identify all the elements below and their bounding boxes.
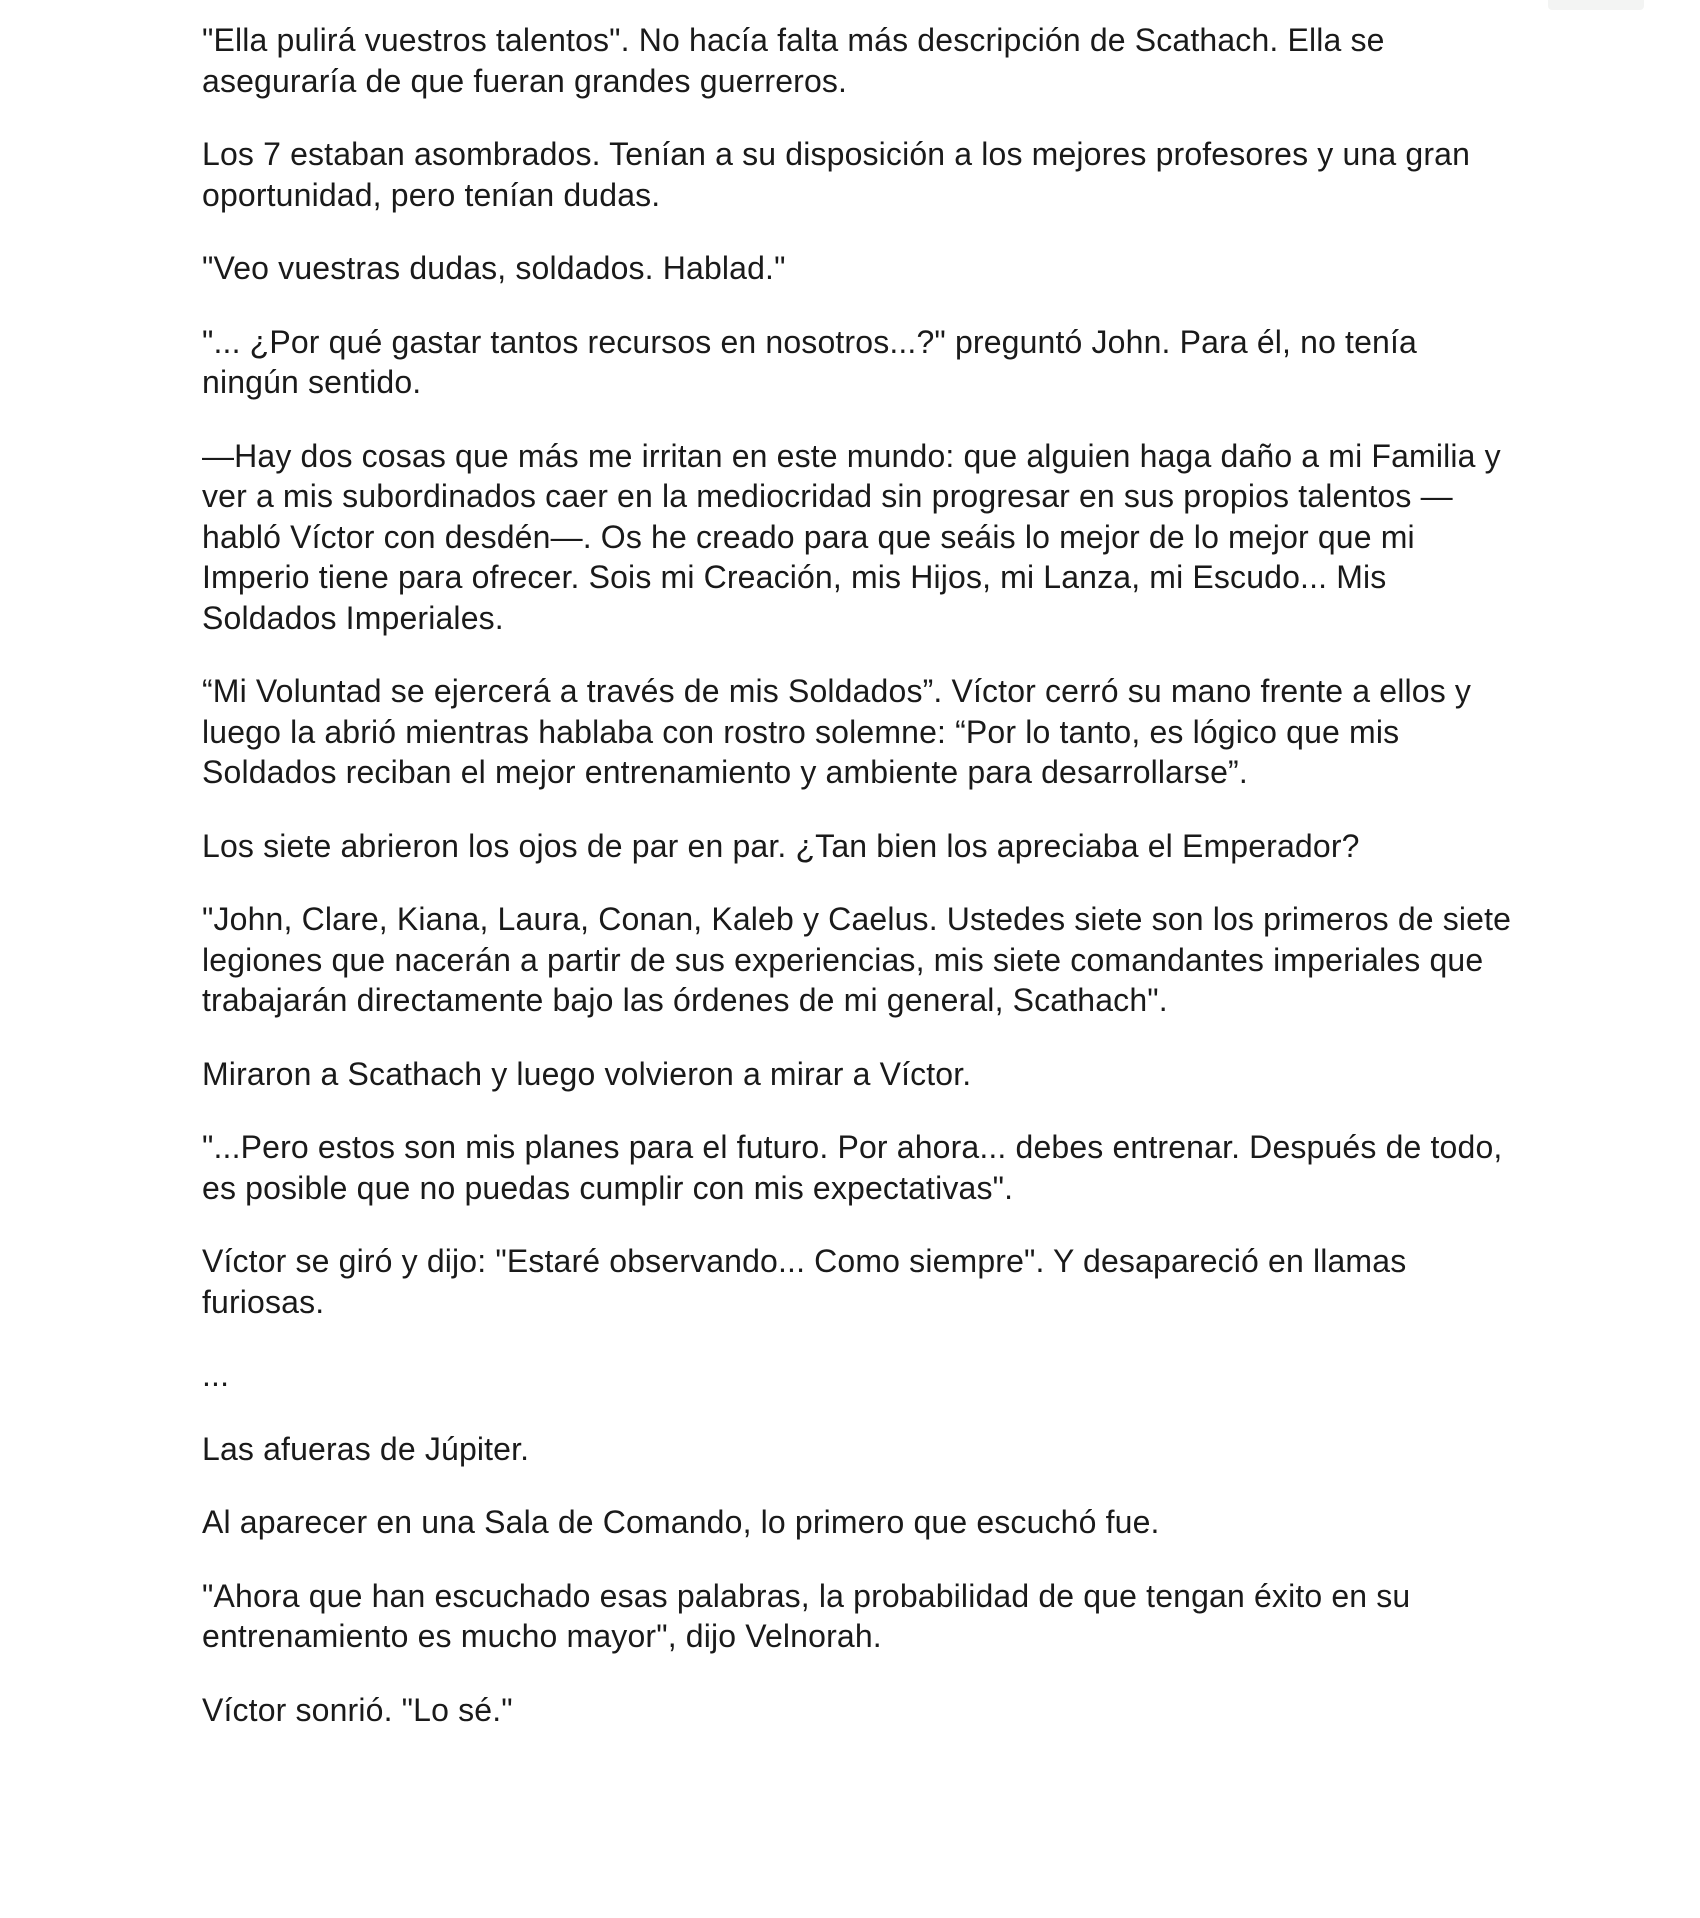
paragraph: Los 7 estaban asombrados. Tenían a su disposición a los mejores profesores y una gran oportunidad, pero tenían dudas.	[202, 136, 1471, 213]
paragraph: "... ¿Por qué gastar tantos recursos en nosotros...?" preguntó John. Para él, no tenía ningún sentido.	[202, 323, 1417, 400]
paragraph: Al aparecer en una Sala de Comando, lo primero que escuchó fue.	[202, 1504, 1160, 1540]
page-corner-mark	[1548, 0, 1644, 10]
paragraph: Víctor se giró y dijo: "Estaré observando... Como siempre". Y desapareció en llamas furiosas.	[202, 1243, 1407, 1320]
paragraph: "...Pero estos son mis planes para el futuro. Por ahora... debes entrenar. Después de todo, es posible que no puedas cumplir con mis expectativas".	[202, 1129, 1503, 1206]
paragraph: "Ella pulirá vuestros talentos". No hacía falta más descripción de Scathach. Ella se aseguraría de que fueran grandes guerreros.	[202, 22, 1385, 99]
paragraph: "Ahora que han escuchado esas palabras, la probabilidad de que tengan éxito en su entrenamiento es mucho mayor", dijo Velnorah.	[202, 1577, 1411, 1654]
paragraph: "John, Clare, Kiana, Laura, Conan, Kaleb y Caelus. Ustedes siete son los primeros de siete legiones que nacerán a partir de sus experiencias, mis siete comandantes imperiales que trabajarán directamente bajo las órdenes de mi general, Scathach".	[202, 901, 1512, 1018]
text-column	[202, 20, 1517, 1763]
paragraph: “Mi Voluntad se ejercerá a través de mis Soldados”. Víctor cerró su mano frente a ellos y luego la abrió mientras hablaba con rostro solemne: “Por lo tanto, es lógico que mis Soldados reciban el mejor entrenamiento y ambiente para desarrollarse”.	[202, 673, 1472, 790]
paragraph: Las afueras de Júpiter.	[202, 1430, 530, 1467]
paragraph: Los siete abrieron los ojos de par en par. ¿Tan bien los apreciaba el Emperador?	[202, 827, 1360, 864]
paragraph: —Hay dos cosas que más me irritan en este mundo: que alguien haga daño a mi Familia y ver a mis subordinados caer en la mediocridad sin progresar en sus propios talentos —habló Víctor con desdén—. Os he creado para que seáis lo mejor de lo mejor que mi Imperio tiene para ofrecer. Sois mi Creación, mis Hijos, mi Lanza, mi Escudo... Mis Soldados Imperiales.	[202, 437, 1501, 636]
paragraph: Miraron a Scathach y luego volvieron a mirar a Víctor.	[202, 1055, 972, 1092]
scene-break: ...	[202, 1357, 230, 1393]
paragraph: Víctor sonrió. "Lo sé."	[202, 1691, 513, 1728]
paragraph: "Veo vuestras dudas, soldados. Hablad."	[202, 250, 786, 286]
